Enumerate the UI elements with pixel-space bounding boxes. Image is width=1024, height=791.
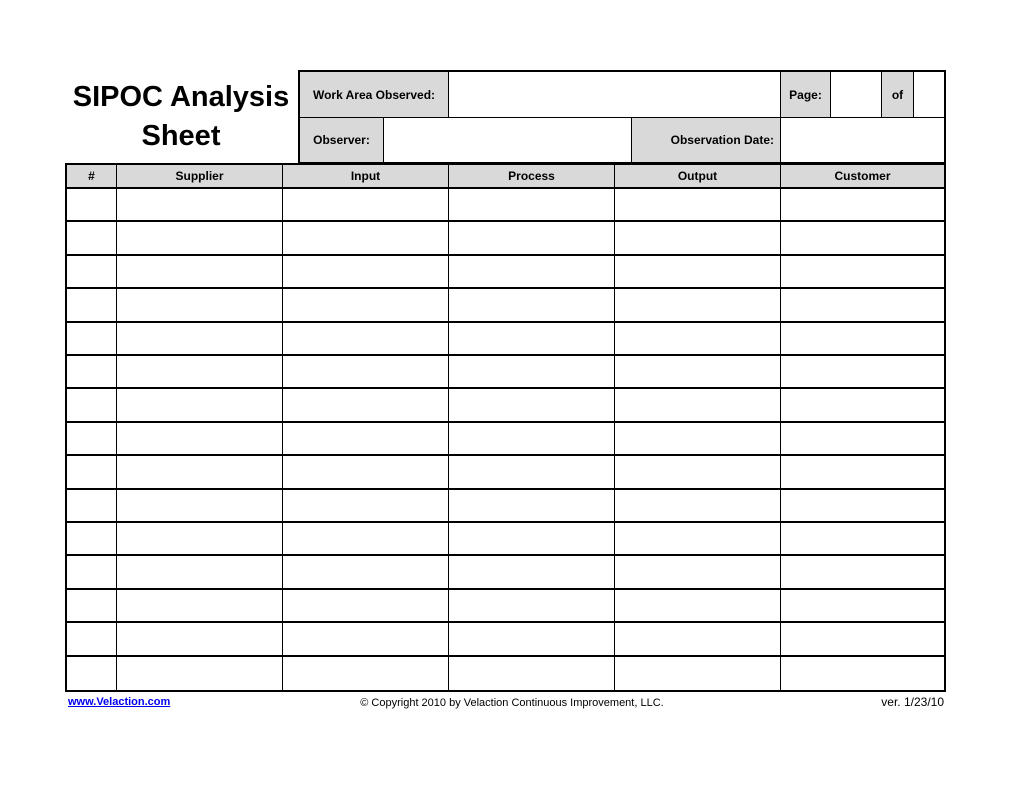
cell-process[interactable] [449,456,615,487]
cell-process[interactable] [449,289,615,320]
cell-customer[interactable] [781,189,944,220]
cell-process[interactable] [449,556,615,587]
cell-supplier[interactable] [117,623,283,654]
cell-output[interactable] [615,556,781,587]
cell-output[interactable] [615,623,781,654]
cell-output[interactable] [615,523,781,554]
work-area-field[interactable] [449,72,781,118]
title-line-1: SIPOC Analysis [72,81,290,113]
cell-process[interactable] [449,256,615,287]
cell-number[interactable] [67,289,117,320]
cell-customer[interactable] [781,356,944,387]
copyright-text: © Copyright 2010 by Velaction Continuous Improvement, LLC. [360,697,664,709]
cell-number[interactable] [67,490,117,521]
page-number-field[interactable] [831,72,882,118]
cell-supplier[interactable] [117,356,283,387]
cell-process[interactable] [449,189,615,220]
cell-customer[interactable] [781,590,944,621]
cell-customer[interactable] [781,423,944,454]
cell-input[interactable] [283,289,449,320]
col-header-input: Input [283,165,449,187]
cell-output[interactable] [615,657,781,690]
cell-customer[interactable] [781,556,944,587]
cell-customer[interactable] [781,657,944,690]
cell-number[interactable] [67,389,117,420]
cell-number[interactable] [67,657,117,690]
cell-output[interactable] [615,590,781,621]
cell-customer[interactable] [781,256,944,287]
table-row [67,523,944,556]
header-info-grid [298,70,946,164]
table-row [67,256,944,289]
cell-supplier[interactable] [117,490,283,521]
table-row [67,556,944,589]
page-label: Page: [781,72,831,118]
table-row [67,623,944,656]
cell-input[interactable] [283,590,449,621]
cell-supplier[interactable] [117,289,283,320]
cell-input[interactable] [283,222,449,253]
cell-input[interactable] [283,523,449,554]
cell-process[interactable] [449,356,615,387]
table-row [67,222,944,255]
observer-label: Observer: [300,118,384,162]
cell-supplier[interactable] [117,590,283,621]
sheet-title [66,78,296,156]
table-row [67,356,944,389]
sipoc-table [65,163,946,692]
cell-number[interactable] [67,590,117,621]
cell-process[interactable] [449,323,615,354]
col-header-supplier: Supplier [117,165,283,187]
table-row [67,590,944,623]
cell-number[interactable] [67,623,117,654]
velaction-link[interactable]: www.Velaction.com [68,696,171,708]
cell-customer[interactable] [781,323,944,354]
cell-supplier[interactable] [117,456,283,487]
cell-output[interactable] [615,423,781,454]
cell-process[interactable] [449,523,615,554]
cell-process[interactable] [449,389,615,420]
version-text: ver. 1/23/10 [881,695,944,709]
cell-input[interactable] [283,389,449,420]
table-row [67,456,944,489]
title-line-2: Sheet [141,120,221,152]
cell-process[interactable] [449,657,615,690]
col-header-process: Process [449,165,615,187]
cell-output[interactable] [615,356,781,387]
cell-output[interactable] [615,323,781,354]
cell-number[interactable] [67,456,117,487]
cell-input[interactable] [283,556,449,587]
cell-output[interactable] [615,456,781,487]
cell-supplier[interactable] [117,423,283,454]
cell-output[interactable] [615,189,781,220]
of-label: of [882,72,914,118]
cell-input[interactable] [283,490,449,521]
observation-date-field[interactable] [781,118,944,162]
cell-customer[interactable] [781,389,944,420]
cell-supplier[interactable] [117,556,283,587]
col-header-number: # [67,165,117,187]
col-header-customer: Customer [834,169,891,183]
cell-process[interactable] [449,222,615,253]
cell-supplier[interactable] [117,523,283,554]
cell-supplier[interactable] [117,256,283,287]
cell-output[interactable] [615,222,781,253]
table-row [67,490,944,523]
cell-process[interactable] [449,623,615,654]
cell-output[interactable] [615,289,781,320]
cell-number[interactable] [67,556,117,587]
cell-output[interactable] [615,389,781,420]
cell-number[interactable] [67,256,117,287]
col-header-output: Output [615,165,781,187]
cell-customer[interactable] [781,523,944,554]
cell-input[interactable] [283,256,449,287]
cell-number[interactable] [67,189,117,220]
cell-number[interactable] [67,523,117,554]
cell-supplier[interactable] [117,189,283,220]
cell-output[interactable] [615,256,781,287]
table-row [67,657,944,690]
cell-number[interactable] [67,323,117,354]
cell-customer[interactable] [781,623,944,654]
table-row [67,423,944,456]
cell-input[interactable] [283,623,449,654]
cell-number[interactable] [67,222,117,253]
cell-input[interactable] [283,189,449,220]
cell-customer[interactable] [781,289,944,320]
cell-supplier[interactable] [117,323,283,354]
cell-input[interactable] [283,323,449,354]
cell-input[interactable] [283,657,449,690]
observer-field[interactable] [384,118,632,162]
cell-supplier[interactable] [117,222,283,253]
cell-customer[interactable] [781,490,944,521]
cell-customer[interactable] [781,222,944,253]
observation-date-label: Observation Date: [632,118,781,162]
work-area-label: Work Area Observed: [300,72,449,118]
cell-input[interactable] [283,456,449,487]
cell-input[interactable] [283,356,449,387]
cell-process[interactable] [449,423,615,454]
table-header-row [67,165,944,189]
cell-customer[interactable] [781,456,944,487]
cell-process[interactable] [449,490,615,521]
cell-process[interactable] [449,590,615,621]
cell-supplier[interactable] [117,657,283,690]
page-total-field[interactable] [914,72,944,118]
cell-input[interactable] [283,423,449,454]
table-row [67,289,944,322]
cell-output[interactable] [615,490,781,521]
table-row [67,189,944,222]
cell-number[interactable] [67,423,117,454]
cell-supplier[interactable] [117,389,283,420]
cell-number[interactable] [67,356,117,387]
table-row [67,389,944,422]
table-row [67,323,944,356]
